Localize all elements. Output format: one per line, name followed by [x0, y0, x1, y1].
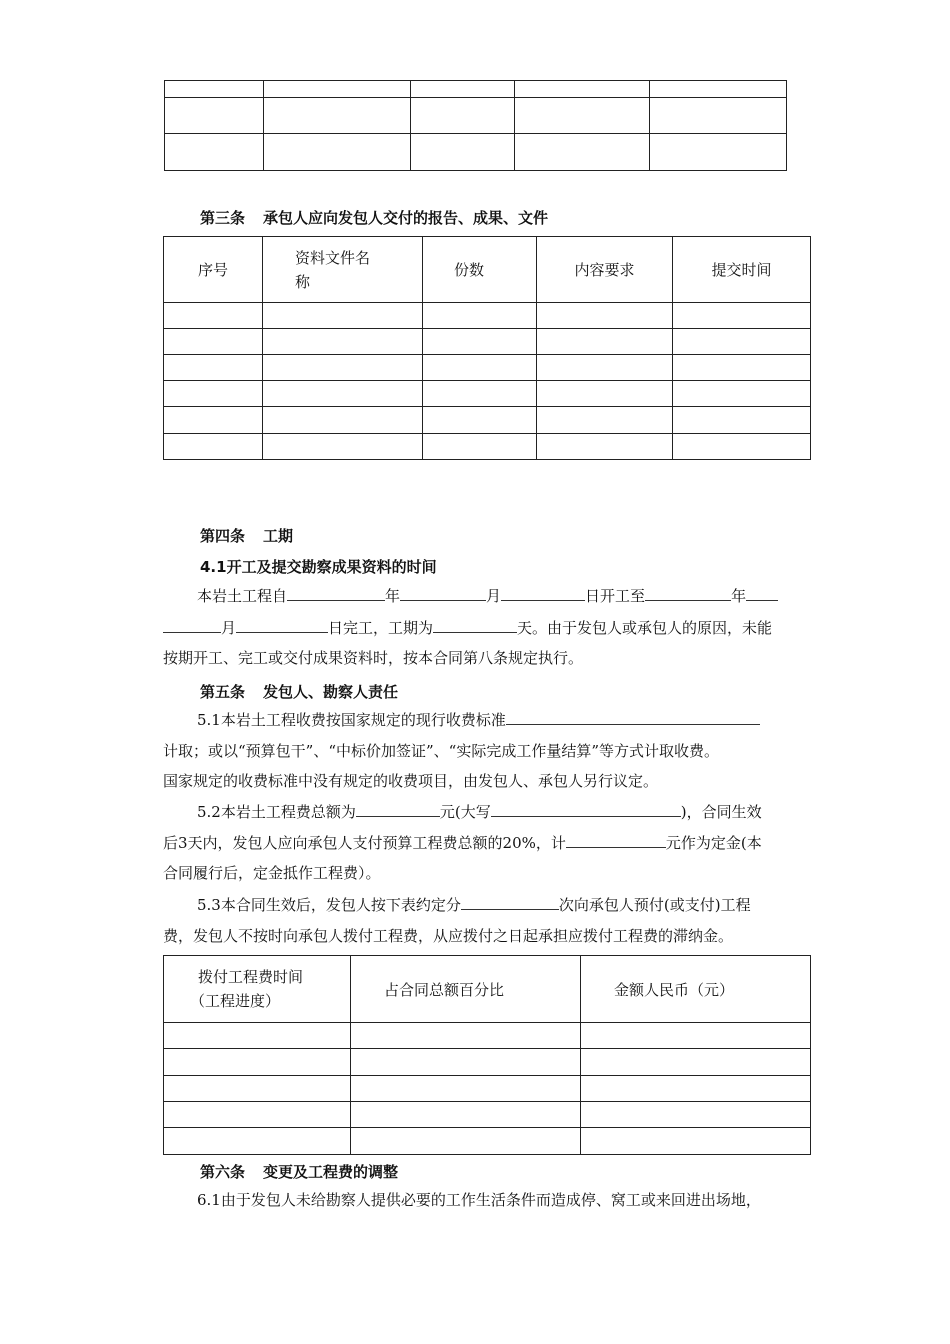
section-4-1-heading: 4.1开工及提交勘察成果资料的时间: [200, 558, 437, 576]
table-row: [164, 1102, 811, 1128]
paragraph-5-1-line-2: 计取；或以“预算包干”、“中标价加签证”、“实际完成工作量结算”等方式计取收费。: [163, 742, 720, 760]
table-row: [165, 134, 787, 171]
paragraph-5-1-line-1: 5.1本岩土工程收费按国家规定的现行收费标准: [163, 705, 813, 736]
day-start-blank[interactable]: [501, 582, 585, 601]
paragraph-5-2-line-3: 合同履行后，定金抵作工程费）。: [163, 864, 381, 882]
table-row: [164, 381, 811, 407]
paragraph-4-1-line-1: 本岩土工程自 年 月 日开工至 年: [163, 581, 813, 612]
paragraph-4-1-line-3: 按期开工、完工或交付成果资料时，按本合同第八条规定执行。: [163, 649, 584, 667]
header-cell-line: 资料文件名: [295, 248, 371, 267]
header-cell: 金额人民币（元）: [581, 956, 811, 1023]
paragraph-4-1-line-2: 月 日完工，工期为 天。由于发包人或承包人的原因，未能: [163, 613, 813, 644]
article-title: 承包人应向发包人交付的报告、成果、文件: [263, 209, 549, 227]
header-cell-line: 拨付工程费时间: [198, 968, 304, 986]
paragraph-5-2-line-1: 5.2本岩土工程费总额为 元(大写 )，合同生效: [163, 797, 813, 828]
article-5-heading: [200, 681, 398, 702]
table-row: [164, 1076, 811, 1102]
header-cell: 占合同总额百分比: [351, 956, 581, 1023]
table-row: [164, 407, 811, 434]
paragraph-5-1-line-3: 国家规定的收费标准中没有规定的收费项目，由发包人、承包人另行议定。: [163, 772, 659, 790]
amount-in-words-blank[interactable]: [491, 798, 681, 817]
header-cell: [263, 237, 423, 303]
table-header-row: [164, 956, 811, 1023]
table-row: [164, 434, 811, 460]
installments-blank[interactable]: [461, 891, 559, 910]
year-start-blank[interactable]: [287, 582, 385, 601]
table-row: [164, 303, 811, 329]
article-4-heading: [200, 525, 293, 546]
duration-blank[interactable]: [433, 614, 517, 633]
fee-standard-blank[interactable]: [506, 706, 760, 725]
article-title: 发包人、勘察人责任: [263, 683, 399, 701]
table-row: [164, 329, 811, 355]
article-number: 第六条: [200, 1163, 246, 1181]
table-row: [164, 355, 811, 381]
article-title: 工期: [263, 527, 294, 545]
table-row: [164, 1023, 811, 1049]
paragraph-5-2-line-2: 后3天内，发包人应向承包人支付预算工程费总额的20%，计 元作为定金(本: [163, 828, 813, 859]
article-title: 变更及工程费的调整: [263, 1163, 399, 1181]
payment-schedule-table: [163, 955, 811, 1155]
article-3-heading: [200, 207, 548, 228]
header-cell-line: （工程进度）: [190, 992, 281, 1010]
header-cell: [164, 956, 351, 1023]
total-amount-blank[interactable]: [356, 798, 440, 817]
deliverables-table: [163, 236, 811, 460]
table-row: [164, 1049, 811, 1076]
paragraph-5-3-line-1: 5.3本合同生效后，发包人按下表约定分 次向承包人预付(或支付)工程: [163, 890, 813, 921]
table-row: [165, 81, 787, 98]
year-end-blank[interactable]: [645, 582, 731, 601]
header-cell: 提交时间: [673, 237, 811, 303]
year-end-blank-cont[interactable]: [746, 582, 778, 601]
header-cell: 内容要求: [537, 237, 673, 303]
month-end-blank[interactable]: [163, 614, 221, 633]
top-continuation-table: [164, 80, 787, 171]
deposit-amount-blank[interactable]: [566, 829, 666, 848]
article-number: 第三条: [200, 209, 246, 227]
article-number: 第四条: [200, 527, 246, 545]
table-row: [165, 98, 787, 134]
article-number: 第五条: [200, 683, 246, 701]
article-6-heading: [200, 1161, 398, 1182]
header-cell-line: 称: [295, 272, 311, 291]
table-header-row: [164, 237, 811, 303]
paragraph-5-3-line-2: 费，发包人不按时向承包人拨付工程费，从应拨付之日起承担应拨付工程费的滞纳金。: [163, 927, 734, 945]
header-cell: 份数: [423, 237, 537, 303]
header-cell: 序号: [164, 237, 263, 303]
month-start-blank[interactable]: [400, 582, 486, 601]
paragraph-6-1-line-1: 6.1由于发包人未给勘察人提供必要的工作生活条件而造成停、窝工或来回进出场地，: [197, 1191, 761, 1209]
table-row: [164, 1128, 811, 1155]
day-end-blank[interactable]: [236, 614, 328, 633]
